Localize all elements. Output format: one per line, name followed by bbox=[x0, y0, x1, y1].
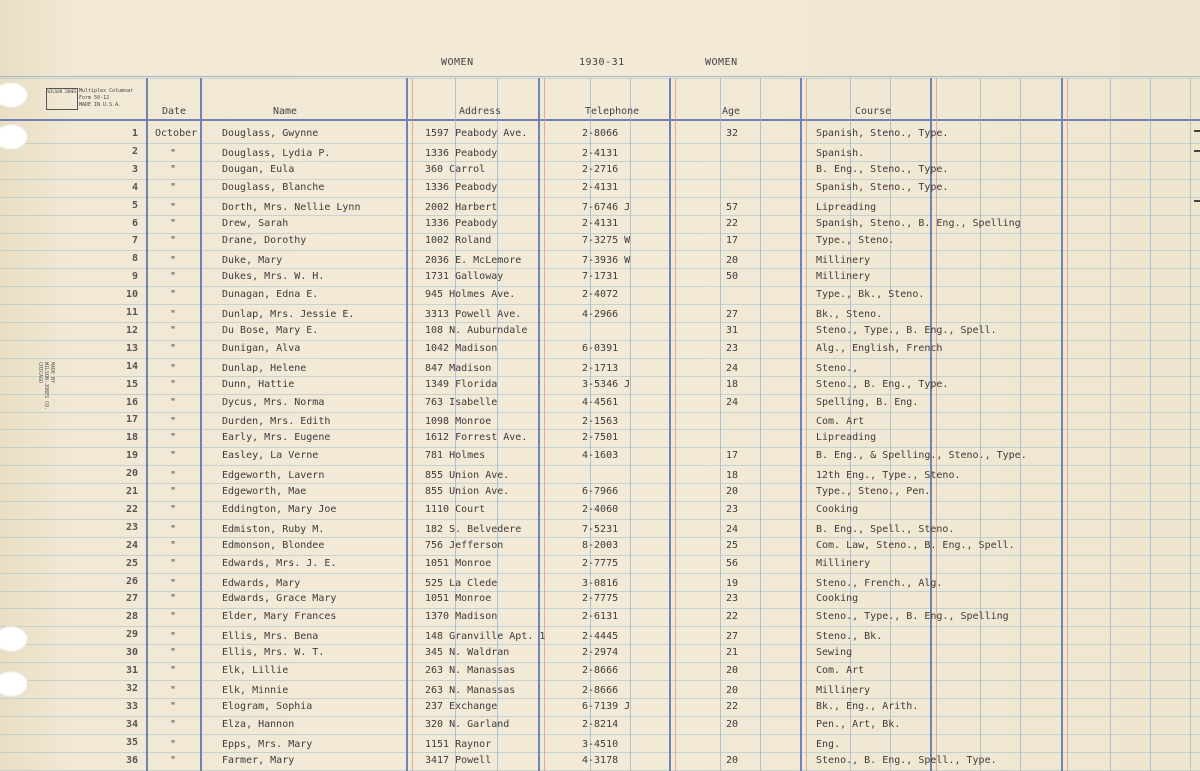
row-age: 20 bbox=[726, 755, 739, 766]
row-telephone: 2-1713 bbox=[582, 363, 619, 374]
row-number: 28 bbox=[125, 611, 138, 622]
row-name: Drane, Dorothy bbox=[222, 235, 307, 246]
row-number: 21 bbox=[125, 486, 138, 497]
row-address: 1336 Peabody bbox=[425, 182, 498, 193]
row-date: " bbox=[170, 524, 177, 535]
binder-hole bbox=[0, 671, 28, 697]
row-address: 2036 E. McLemore bbox=[425, 255, 522, 266]
row-age: 57 bbox=[726, 202, 739, 213]
row-course: Lipreading bbox=[816, 202, 877, 213]
row-course: 12th Eng., Type., Steno. bbox=[816, 470, 961, 481]
row-date: " bbox=[170, 701, 177, 712]
row-name: Edgeworth, Mae bbox=[222, 486, 307, 497]
row-date: " bbox=[170, 647, 177, 658]
row-date: " bbox=[170, 578, 177, 589]
row-number: 31 bbox=[125, 665, 138, 676]
row-name: Dunn, Hattie bbox=[222, 379, 295, 390]
row-date: " bbox=[170, 289, 177, 300]
row-address: 1151 Raynor bbox=[425, 739, 492, 750]
row-course: B. Eng., Spell., Steno. bbox=[816, 524, 955, 535]
row-date: " bbox=[170, 611, 177, 622]
row-name: Du Bose, Mary E. bbox=[222, 325, 319, 336]
row-course: Type., Bk., Steno. bbox=[816, 289, 925, 300]
row-number: 23 bbox=[125, 522, 138, 533]
maker-line-2: WILSON-JONES CO. bbox=[43, 362, 49, 411]
row-age: 32 bbox=[726, 128, 739, 139]
row-address: 182 S. Belvedere bbox=[425, 524, 522, 535]
row-course: Spanish. bbox=[816, 148, 865, 159]
row-age: 18 bbox=[726, 470, 739, 481]
row-number: 7 bbox=[131, 235, 138, 246]
row-course: B. Eng., & Spelling., Steno., Type. bbox=[816, 450, 1027, 461]
row-name: Dougan, Eula bbox=[222, 164, 295, 175]
row-name: Edwards, Mrs. J. E. bbox=[222, 558, 337, 569]
row-number: 19 bbox=[125, 450, 138, 461]
maker-imprint bbox=[37, 362, 55, 410]
row-date: " bbox=[170, 363, 177, 374]
row-date: " bbox=[170, 397, 177, 408]
row-telephone: 2-4060 bbox=[582, 504, 619, 515]
row-age: 31 bbox=[726, 325, 739, 336]
row-address: 360 Carrol bbox=[425, 164, 486, 175]
row-course: Millinery bbox=[816, 255, 871, 266]
header-right-label: WOMEN bbox=[705, 57, 738, 68]
row-course: Type., Steno. bbox=[816, 235, 895, 246]
row-age: 21 bbox=[726, 647, 739, 658]
row-address: 756 Jefferson bbox=[425, 540, 504, 551]
row-name: Edwards, Grace Mary bbox=[222, 593, 337, 604]
row-address: 237 Exchange bbox=[425, 701, 498, 712]
row-name: Douglass, Lydia P. bbox=[222, 148, 331, 159]
row-date: " bbox=[170, 148, 177, 159]
row-date: " bbox=[170, 685, 177, 696]
row-number: 16 bbox=[125, 397, 138, 408]
row-name: Drew, Sarah bbox=[222, 218, 289, 229]
row-number: 11 bbox=[125, 307, 138, 318]
row-name: Ellis, Mrs. Bena bbox=[222, 631, 319, 642]
row-telephone: 7-3936 W bbox=[582, 255, 631, 266]
row-course: Bk., Eng., Arith. bbox=[816, 701, 919, 712]
row-course: Millinery bbox=[816, 685, 871, 696]
row-number: 22 bbox=[125, 504, 138, 515]
row-date: " bbox=[170, 164, 177, 175]
row-name: Elogram, Sophia bbox=[222, 701, 313, 712]
column-header-age: Age bbox=[722, 106, 741, 117]
row-name: Edmonson, Blondee bbox=[222, 540, 325, 551]
row-age: 20 bbox=[726, 486, 739, 497]
row-age: 27 bbox=[726, 631, 739, 642]
row-course: Com. Art bbox=[816, 665, 865, 676]
row-telephone: 7-1731 bbox=[582, 271, 619, 282]
row-course: Steno., French., Alg. bbox=[816, 578, 943, 589]
row-course: Spanish, Steno., B. Eng., Spelling bbox=[816, 218, 1021, 229]
row-address: 1370 Madison bbox=[425, 611, 498, 622]
logo-line-2: Form 50-12 bbox=[79, 95, 110, 101]
row-telephone: 6-7139 J bbox=[582, 701, 631, 712]
row-course: Type., Steno., Pen. bbox=[816, 486, 931, 497]
row-telephone: 7-3275 W bbox=[582, 235, 631, 246]
row-date: " bbox=[170, 470, 177, 481]
row-telephone: 2-7775 bbox=[582, 593, 619, 604]
row-age: 19 bbox=[726, 578, 739, 589]
row-address: 3417 Powell bbox=[425, 755, 492, 766]
row-address: 1597 Peabody Ave. bbox=[425, 128, 528, 139]
row-date: " bbox=[170, 235, 177, 246]
row-telephone: 6-0391 bbox=[582, 343, 619, 354]
row-name: Douglass, Gwynne bbox=[222, 128, 319, 139]
row-number: 5 bbox=[131, 200, 138, 211]
row-date: " bbox=[170, 665, 177, 676]
row-course: Eng. bbox=[816, 739, 841, 750]
row-address: 525 La Clede bbox=[425, 578, 498, 589]
row-number: 13 bbox=[125, 343, 138, 354]
row-address: 3313 Powell Ave. bbox=[425, 309, 522, 320]
row-age: 24 bbox=[726, 363, 739, 374]
row-course: Pen., Art, Bk. bbox=[816, 719, 901, 730]
row-telephone: 2-4445 bbox=[582, 631, 619, 642]
row-address: 855 Union Ave. bbox=[425, 470, 510, 481]
row-course: Steno., bbox=[816, 363, 859, 374]
row-address: 1042 Madison bbox=[425, 343, 498, 354]
row-course: Spanish, Steno., Type. bbox=[816, 128, 949, 139]
row-date: " bbox=[170, 486, 177, 497]
row-name: Farmer, Mary bbox=[222, 755, 295, 766]
maker-line-3: CHICAGO bbox=[37, 362, 43, 384]
row-course: Steno., Type., B. Eng., Spell. bbox=[816, 325, 997, 336]
row-telephone: 2-4131 bbox=[582, 148, 619, 159]
row-name: Durden, Mrs. Edith bbox=[222, 416, 331, 427]
row-number: 18 bbox=[125, 432, 138, 443]
row-course: B. Eng., Steno., Type. bbox=[816, 164, 949, 175]
column-header-name: Name bbox=[273, 106, 298, 117]
row-age: 20 bbox=[726, 255, 739, 266]
row-address: 1336 Peabody bbox=[425, 218, 498, 229]
row-age: 20 bbox=[726, 665, 739, 676]
row-date: " bbox=[170, 432, 177, 443]
column-header-date: Date bbox=[162, 106, 187, 117]
row-age: 50 bbox=[726, 271, 739, 282]
row-number: 8 bbox=[131, 253, 138, 264]
row-telephone: 2-6131 bbox=[582, 611, 619, 622]
row-name: Elza, Hannon bbox=[222, 719, 295, 730]
row-number: 30 bbox=[125, 647, 138, 658]
row-address: 2002 Harbert bbox=[425, 202, 498, 213]
row-age: 24 bbox=[726, 397, 739, 408]
row-course: Steno., Bk. bbox=[816, 631, 883, 642]
row-telephone: 3-4510 bbox=[582, 739, 619, 750]
row-name: Elk, Lillie bbox=[222, 665, 289, 676]
row-name: Dycus, Mrs. Norma bbox=[222, 397, 325, 408]
form-logo bbox=[46, 86, 156, 112]
row-number: 20 bbox=[125, 468, 138, 479]
row-telephone: 8-2003 bbox=[582, 540, 619, 551]
row-telephone: 2-1563 bbox=[582, 416, 619, 427]
header-year: 1930-31 bbox=[579, 57, 625, 68]
binder-hole bbox=[0, 626, 28, 652]
row-telephone: 3-0816 bbox=[582, 578, 619, 589]
row-course: Spanish, Steno., Type. bbox=[816, 182, 949, 193]
brand-logo-mark: WILSON JONES bbox=[46, 88, 78, 110]
row-course: Lipreading bbox=[816, 432, 877, 443]
row-address: 781 Holmes bbox=[425, 450, 486, 461]
row-number: 1 bbox=[131, 128, 138, 139]
row-number: 29 bbox=[125, 629, 138, 640]
row-date: " bbox=[170, 739, 177, 750]
row-telephone: 6-7966 bbox=[582, 486, 619, 497]
row-address: 1051 Monroe bbox=[425, 593, 492, 604]
row-course: Com. Art bbox=[816, 416, 865, 427]
row-telephone: 2-7775 bbox=[582, 558, 619, 569]
row-address: 1336 Peabody bbox=[425, 148, 498, 159]
row-number: 27 bbox=[125, 593, 138, 604]
row-course: Spelling, B. Eng. bbox=[816, 397, 919, 408]
column-header-course: Course bbox=[855, 106, 892, 117]
row-telephone: 4-1603 bbox=[582, 450, 619, 461]
row-address: 945 Holmes Ave. bbox=[425, 289, 516, 300]
logo-line-3: MADE IN U.S.A. bbox=[79, 102, 122, 108]
row-address: 263 N. Manassas bbox=[425, 685, 516, 696]
row-number: 3 bbox=[131, 164, 138, 175]
row-number: 17 bbox=[125, 414, 138, 425]
row-name: Dunagan, Edna E. bbox=[222, 289, 319, 300]
row-name: Dunlap, Helene bbox=[222, 363, 307, 374]
row-number: 10 bbox=[125, 289, 138, 300]
row-date: " bbox=[170, 343, 177, 354]
row-telephone: 4-3178 bbox=[582, 755, 619, 766]
row-address: 1349 Florida bbox=[425, 379, 498, 390]
row-date: " bbox=[170, 558, 177, 569]
row-address: 345 N. Waldran bbox=[425, 647, 510, 658]
row-age: 20 bbox=[726, 719, 739, 730]
row-telephone: 2-8214 bbox=[582, 719, 619, 730]
row-telephone: 4-4561 bbox=[582, 397, 619, 408]
row-number: 6 bbox=[131, 218, 138, 229]
row-number: 35 bbox=[125, 737, 138, 748]
row-date: " bbox=[170, 631, 177, 642]
row-address: 847 Madison bbox=[425, 363, 492, 374]
row-telephone: 2-4072 bbox=[582, 289, 619, 300]
row-number: 15 bbox=[125, 379, 138, 390]
row-course: Steno., B. Eng., Spell., Type. bbox=[816, 755, 997, 766]
row-name: Early, Mrs. Eugene bbox=[222, 432, 331, 443]
row-date: " bbox=[170, 182, 177, 193]
row-name: Edwards, Mary bbox=[222, 578, 301, 589]
row-telephone: 2-8666 bbox=[582, 665, 619, 676]
row-address: 263 N. Manassas bbox=[425, 665, 516, 676]
row-course: Millinery bbox=[816, 558, 871, 569]
logo-line-1: Multiplex Columnar bbox=[79, 88, 134, 94]
row-date: " bbox=[170, 325, 177, 336]
row-date: " bbox=[170, 202, 177, 213]
row-date: " bbox=[170, 218, 177, 229]
row-address: 1051 Monroe bbox=[425, 558, 492, 569]
row-address: 108 N. Auburndale bbox=[425, 325, 528, 336]
row-telephone: 2-7501 bbox=[582, 432, 619, 443]
row-age: 24 bbox=[726, 524, 739, 535]
row-name: Easley, La Verne bbox=[222, 450, 319, 461]
row-telephone: 2-8066 bbox=[582, 128, 619, 139]
row-telephone: 2-8666 bbox=[582, 685, 619, 696]
row-date: " bbox=[170, 593, 177, 604]
row-number: 26 bbox=[125, 576, 138, 587]
row-telephone: 7-5231 bbox=[582, 524, 619, 535]
row-age: 17 bbox=[726, 235, 739, 246]
row-address: 1612 Forrest Ave. bbox=[425, 432, 528, 443]
row-telephone: 2-4131 bbox=[582, 218, 619, 229]
row-telephone: 3-5346 J bbox=[582, 379, 631, 390]
row-age: 17 bbox=[726, 450, 739, 461]
row-age: 25 bbox=[726, 540, 739, 551]
row-address: 1002 Roland bbox=[425, 235, 492, 246]
row-name: Dunlap, Mrs. Jessie E. bbox=[222, 309, 355, 320]
row-course: Cooking bbox=[816, 504, 859, 515]
row-age: 56 bbox=[726, 558, 739, 569]
row-course: Steno., Type., B. Eng., Spelling bbox=[816, 611, 1009, 622]
row-name: Elder, Mary Frances bbox=[222, 611, 337, 622]
row-date: " bbox=[170, 271, 177, 282]
row-course: Millinery bbox=[816, 271, 871, 282]
row-telephone: 7-6746 J bbox=[582, 202, 631, 213]
row-number: 25 bbox=[125, 558, 138, 569]
binder-hole bbox=[0, 82, 28, 108]
row-name: Eddington, Mary Joe bbox=[222, 504, 337, 515]
row-number: 32 bbox=[125, 683, 138, 694]
row-address: 763 Isabelle bbox=[425, 397, 498, 408]
row-course: Alg., English, French bbox=[816, 343, 943, 354]
row-date: " bbox=[170, 540, 177, 551]
row-number: 9 bbox=[131, 271, 138, 282]
row-address: 1731 Galloway bbox=[425, 271, 504, 282]
row-date: " bbox=[170, 379, 177, 390]
row-address: 320 N. Garland bbox=[425, 719, 510, 730]
row-name: Duke, Mary bbox=[222, 255, 283, 266]
row-number: 4 bbox=[131, 182, 138, 193]
row-name: Dorth, Mrs. Nellie Lynn bbox=[222, 202, 361, 213]
row-address: 148 Granville Apt. 1 bbox=[425, 631, 546, 642]
binder-hole bbox=[0, 124, 28, 150]
row-date: " bbox=[170, 719, 177, 730]
maker-line-1: MADE BY bbox=[49, 362, 55, 384]
row-age: 23 bbox=[726, 593, 739, 604]
row-course: Cooking bbox=[816, 593, 859, 604]
row-address: 855 Union Ave. bbox=[425, 486, 510, 497]
row-number: 34 bbox=[125, 719, 138, 730]
column-header-address: Address bbox=[459, 106, 502, 117]
row-telephone: 2-2974 bbox=[582, 647, 619, 658]
row-name: Epps, Mrs. Mary bbox=[222, 739, 313, 750]
row-name: Dukes, Mrs. W. H. bbox=[222, 271, 325, 282]
row-name: Edgeworth, Lavern bbox=[222, 470, 325, 481]
row-name: Ellis, Mrs. W. T. bbox=[222, 647, 325, 658]
row-course: Steno., B. Eng., Type. bbox=[816, 379, 949, 390]
row-address: 1098 Monroe bbox=[425, 416, 492, 427]
row-name: Edmiston, Ruby M. bbox=[222, 524, 325, 535]
row-telephone: 2-2716 bbox=[582, 164, 619, 175]
row-number: 36 bbox=[125, 755, 138, 766]
row-number: 24 bbox=[125, 540, 138, 551]
row-date: " bbox=[170, 504, 177, 515]
row-name: Dunigan, Alva bbox=[222, 343, 301, 354]
row-date: " bbox=[170, 755, 177, 766]
column-header-telephone: Telephone bbox=[585, 106, 640, 117]
row-name: Douglass, Blanche bbox=[222, 182, 325, 193]
row-course: Com. Law, Steno., B. Eng., Spell. bbox=[816, 540, 1015, 551]
row-telephone: 4-2966 bbox=[582, 309, 619, 320]
row-age: 23 bbox=[726, 504, 739, 515]
row-number: 12 bbox=[125, 325, 138, 336]
row-date: " bbox=[170, 450, 177, 461]
row-age: 22 bbox=[726, 701, 739, 712]
row-date: " bbox=[170, 255, 177, 266]
row-address: 1110 Court bbox=[425, 504, 486, 515]
row-date: October bbox=[155, 128, 198, 139]
row-name: Elk, Minnie bbox=[222, 685, 289, 696]
header-left-label: WOMEN bbox=[441, 57, 474, 68]
row-age: 20 bbox=[726, 685, 739, 696]
row-date: " bbox=[170, 416, 177, 427]
row-date: " bbox=[170, 309, 177, 320]
row-age: 23 bbox=[726, 343, 739, 354]
row-course: Sewing bbox=[816, 647, 853, 658]
row-telephone: 2-4131 bbox=[582, 182, 619, 193]
row-age: 22 bbox=[726, 611, 739, 622]
row-number: 14 bbox=[125, 361, 138, 372]
row-number: 2 bbox=[131, 146, 138, 157]
row-age: 22 bbox=[726, 218, 739, 229]
row-number: 33 bbox=[125, 701, 138, 712]
row-age: 18 bbox=[726, 379, 739, 390]
row-course: Bk., Steno. bbox=[816, 309, 883, 320]
row-age: 27 bbox=[726, 309, 739, 320]
